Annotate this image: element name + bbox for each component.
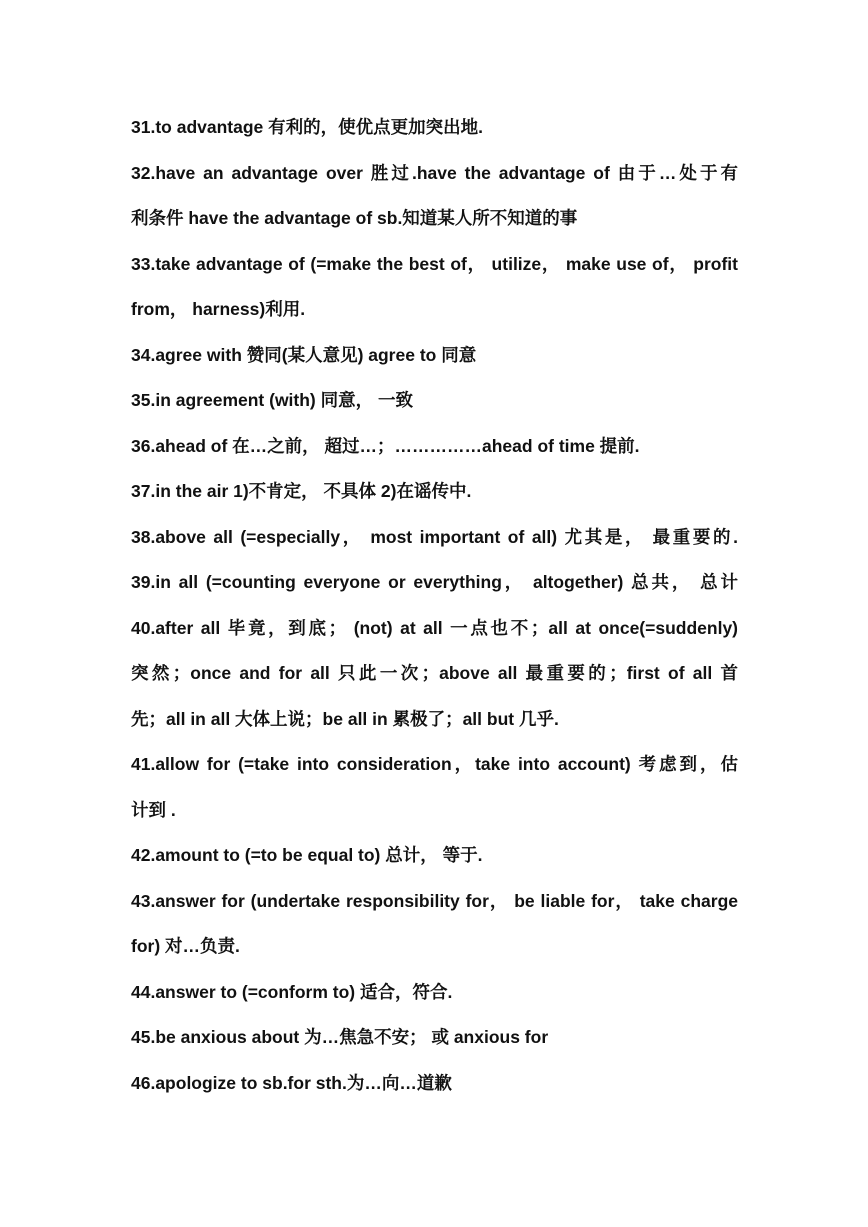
text-line: 38.above all (=especially， most important of all) 尤其是， 最重要的. — [131, 526, 738, 547]
text-line: 32.have an advantage over 胜过.have the advantage of 由于…处于有 — [131, 162, 738, 183]
text-line: 44.answer to (=conform to) 适合，符合. — [131, 981, 453, 1002]
text-line: 利条件 have the advantage of sb.知道某人所不知道的事 — [131, 208, 578, 228]
text-line: 34.agree with 赞同(某人意见) agree to 同意 — [131, 344, 477, 365]
text-line: for) 对…负责. — [131, 936, 240, 956]
text-line: 41.allow for (=take into consideration，take into account) 考虑到，估 — [131, 754, 738, 774]
text-line: 40.after all 毕竟，到底； (not) at all 一点也不；all at once(=suddenly) — [131, 617, 738, 638]
text-line: from， harness)利用. — [131, 299, 306, 319]
text-line: 39.in all (=counting everyone or everything， altogether) 总共， 总计 — [131, 572, 738, 592]
text-line: 33.take advantage of (=make the best of， utilize， make use of， profit — [131, 253, 738, 274]
text-line: 43.answer for (undertake responsibility for， be liable for， take charge — [131, 890, 738, 911]
text-line: 46.apologize to sb.for sth.为…向…道歉 — [131, 1072, 452, 1093]
text-line: 先；all in all 大体上说；be all in 累极了；all but 几乎. — [131, 708, 559, 729]
document-page — [131, 105, 738, 1106]
text-line: 45.be anxious about 为…焦急不安； 或 anxious for — [131, 1027, 549, 1047]
text-line: 突然；once and for all 只此一次；above all 最重要的；first of all 首 — [131, 663, 738, 683]
text-line: 计到 . — [131, 799, 176, 820]
text-line: 35.in agreement (with) 同意， 一致 — [131, 390, 413, 410]
text-line: 36.ahead of 在…之前， 超过…；……………ahead of time 提前. — [131, 435, 640, 456]
text-line: 42.amount to (=to be equal to) 总计， 等于. — [131, 845, 483, 865]
text-line: 37.in the air 1)不肯定， 不具体 2)在谣传中. — [131, 481, 472, 501]
text-line: 31.to advantage 有利的，使优点更加突出地. — [131, 117, 483, 137]
